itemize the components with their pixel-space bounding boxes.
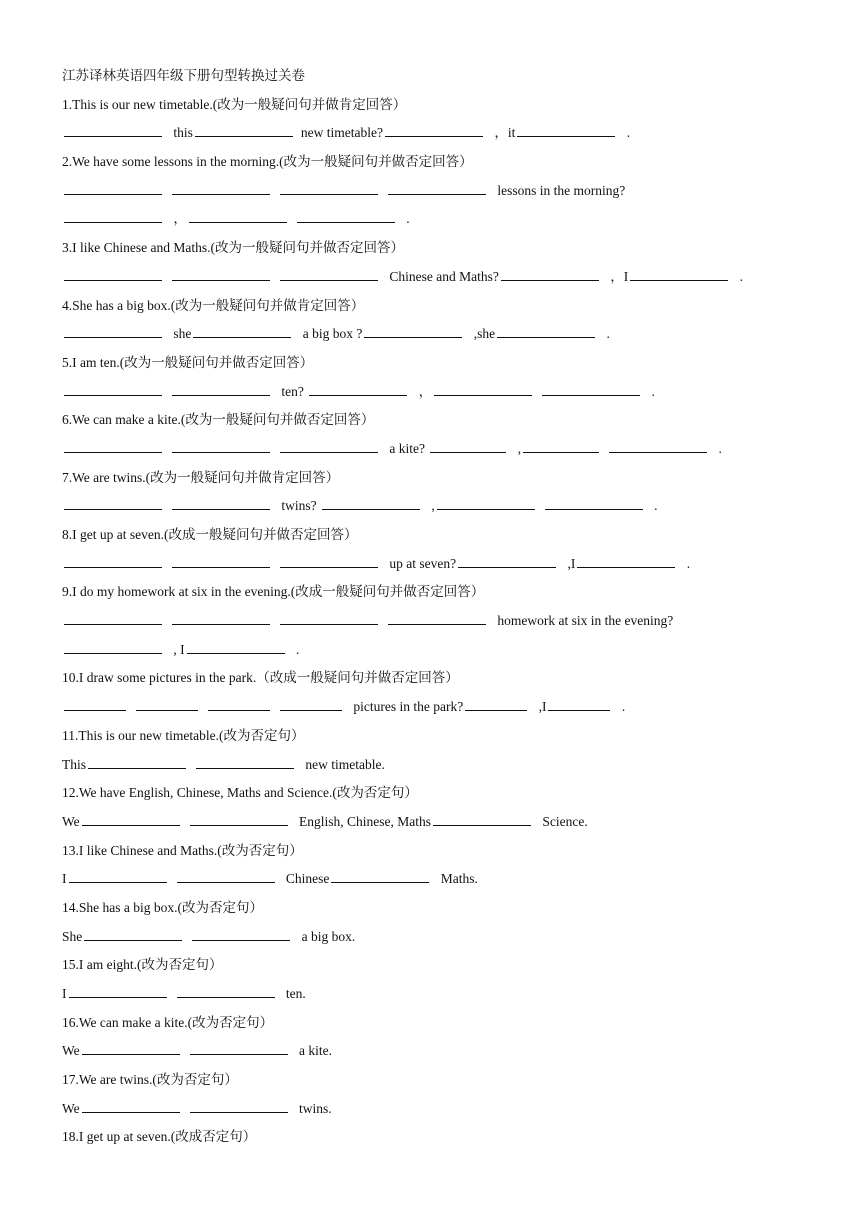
- answer-blank[interactable]: [64, 652, 162, 654]
- answer-text: a big box ?: [299, 326, 363, 342]
- question-text: 13.I like Chinese and Maths.(改为否定句）: [62, 842, 303, 858]
- question-text: 12.We have English, Chinese, Maths and Science.(改为否定句）: [62, 785, 418, 801]
- answer-blank[interactable]: [64, 451, 162, 453]
- answer-blank[interactable]: [69, 881, 167, 883]
- answer-blank[interactable]: [82, 824, 180, 826]
- answer-text: a kite?: [386, 440, 429, 456]
- answer-line: [62, 378, 822, 407]
- answer-text: ,I: [564, 555, 576, 571]
- answer-blank[interactable]: [388, 193, 486, 195]
- answer-text: ，I: [606, 268, 629, 284]
- answer-line: [62, 119, 822, 148]
- answer-blank[interactable]: [64, 135, 162, 137]
- answer-text: ，it: [490, 125, 516, 141]
- question-text: 9.I do my homework at six in the evening.(改成一般疑问句并做否定回答）: [62, 584, 485, 600]
- answer-blank[interactable]: [190, 1111, 288, 1113]
- answer-blank[interactable]: [189, 221, 287, 223]
- answer-blank[interactable]: [172, 508, 270, 510]
- answer-blank[interactable]: [385, 135, 483, 137]
- answer-blank[interactable]: [172, 451, 270, 453]
- question-text: 5.I am ten.(改为一般疑问句并做否定回答）: [62, 354, 314, 370]
- answer-blank[interactable]: [64, 221, 162, 223]
- answer-text: .: [292, 641, 300, 657]
- question-text: 15.I am eight.(改为否定句）: [62, 957, 223, 973]
- question-text: 14.She has a big box.(改为否定句）: [62, 899, 263, 915]
- answer-blank[interactable]: [88, 767, 186, 769]
- answer-line: [62, 320, 822, 349]
- answer-blank[interactable]: [190, 1053, 288, 1055]
- answer-blank[interactable]: [172, 279, 270, 281]
- answer-blank[interactable]: [69, 996, 167, 998]
- answer-text: new timetable?: [300, 125, 383, 141]
- answer-text: .: [736, 268, 743, 284]
- worksheet-title: 江苏译林英语四年级下册句型转换过关卷: [62, 68, 305, 83]
- question-text: 6.We can make a kite.(改为一般疑问句并做否定回答）: [62, 412, 375, 428]
- answer-blank[interactable]: [64, 709, 126, 711]
- answer-blank[interactable]: [82, 1111, 180, 1113]
- answer-blank[interactable]: [208, 709, 270, 711]
- answer-line: [62, 492, 822, 521]
- answer-line: [62, 693, 822, 722]
- answer-blank[interactable]: [501, 279, 599, 281]
- answer-text: .: [648, 383, 655, 399]
- answer-line: [62, 808, 822, 837]
- question-text: 2.We have some lessons in the morning.(改为一般疑问句并做否定回答）: [62, 154, 473, 170]
- worksheet: [62, 62, 822, 1152]
- question-text: 16.We can make a kite.(改为否定句）: [62, 1014, 274, 1030]
- answer-text: .: [683, 555, 691, 571]
- answer-line: [62, 1095, 822, 1124]
- answer-blank[interactable]: [64, 336, 162, 338]
- answer-blank[interactable]: [280, 279, 378, 281]
- answer-line: [62, 865, 822, 894]
- answer-text: Chinese and Maths?: [386, 268, 499, 284]
- answer-blank[interactable]: [609, 451, 707, 453]
- answer-blank[interactable]: [280, 451, 378, 453]
- answer-text: ten?: [278, 383, 308, 399]
- answer-blank[interactable]: [64, 279, 162, 281]
- answer-blank[interactable]: [64, 508, 162, 510]
- answer-blank[interactable]: [364, 336, 462, 338]
- answer-text: ，: [170, 211, 187, 227]
- answer-blank[interactable]: [172, 623, 270, 625]
- answer-blank[interactable]: [331, 881, 429, 883]
- answer-blank[interactable]: [172, 566, 270, 568]
- answer-blank[interactable]: [434, 394, 532, 396]
- answer-blank[interactable]: [64, 623, 162, 625]
- answer-blank[interactable]: [280, 709, 342, 711]
- answer-blank[interactable]: [433, 824, 531, 826]
- answer-text: English, Chinese, Maths: [295, 813, 432, 829]
- answer-blank[interactable]: [517, 135, 615, 137]
- answer-text: I: [62, 986, 67, 1001]
- answer-line: [62, 177, 822, 206]
- answer-text: .: [402, 211, 410, 227]
- answer-line: [62, 923, 822, 952]
- answer-text: Chinese: [282, 871, 330, 887]
- answer-blank[interactable]: [195, 135, 293, 137]
- answer-blank[interactable]: [280, 193, 378, 195]
- answer-blank[interactable]: [430, 451, 506, 453]
- answer-text: .: [650, 498, 658, 514]
- answer-blank[interactable]: [64, 394, 162, 396]
- answer-text: .: [715, 440, 722, 456]
- answer-line: [62, 1037, 822, 1066]
- answer-text: twins.: [295, 1100, 332, 1116]
- answer-blank[interactable]: [297, 221, 395, 223]
- answer-blank[interactable]: [458, 566, 556, 568]
- answer-text: pictures in the park?: [350, 699, 464, 715]
- answer-blank[interactable]: [523, 451, 599, 453]
- answer-blank[interactable]: [280, 566, 378, 568]
- answer-blank[interactable]: [190, 824, 288, 826]
- answer-blank[interactable]: [172, 394, 270, 396]
- answer-text: I: [62, 871, 67, 887]
- answer-blank[interactable]: [196, 767, 294, 769]
- question-text: 11.This is our new timetable.(改为否定句）: [62, 727, 305, 743]
- answer-line: [62, 435, 822, 464]
- question-list: [62, 91, 822, 1152]
- answer-blank[interactable]: [545, 508, 643, 510]
- answer-blank[interactable]: [548, 709, 610, 711]
- answer-text: a kite.: [295, 1043, 333, 1059]
- answer-line: [62, 550, 822, 579]
- answer-blank[interactable]: [630, 279, 728, 281]
- answer-text: Maths.: [437, 871, 478, 887]
- question-text: 8.I get up at seven.(改成一般疑问句并做否定回答）: [62, 527, 358, 542]
- answer-text: ,: [428, 498, 435, 514]
- answer-blank[interactable]: [497, 336, 595, 338]
- question-text: 10.I draw some pictures in the park.（改成一般疑问句并做否定回答）: [62, 670, 459, 686]
- answer-blank[interactable]: [64, 566, 162, 568]
- answer-line: [62, 751, 822, 780]
- answer-blank[interactable]: [82, 1053, 180, 1055]
- answer-text: ，: [415, 383, 433, 399]
- answer-blank[interactable]: [84, 939, 182, 941]
- answer-blank[interactable]: [577, 566, 675, 568]
- answer-blank[interactable]: [177, 996, 275, 998]
- answer-blank[interactable]: [388, 623, 486, 625]
- answer-blank[interactable]: [309, 394, 407, 396]
- answer-text: , I: [170, 641, 185, 657]
- answer-blank[interactable]: [437, 508, 535, 510]
- answer-blank[interactable]: [64, 193, 162, 195]
- answer-line: [62, 636, 822, 665]
- question-text: 4.She has a big box.(改为一般疑问句并做肯定回答）: [62, 297, 365, 313]
- answer-text: This: [62, 756, 87, 772]
- answer-text: twins?: [278, 498, 320, 514]
- answer-blank[interactable]: [136, 709, 198, 711]
- answer-text: new timetable.: [302, 756, 385, 772]
- question-text: 17.We are twins.(改为否定句）: [62, 1072, 238, 1088]
- answer-line: [62, 980, 822, 1009]
- answer-text: ,: [514, 440, 522, 456]
- answer-blank[interactable]: [280, 623, 378, 625]
- answer-text: she: [170, 326, 192, 342]
- question-text: 18.I get up at seven.(改成否定句）: [62, 1129, 257, 1145]
- answer-blank[interactable]: [177, 881, 275, 883]
- question-text: 3.I like Chinese and Maths.(改为一般疑问句并做否定回答）: [62, 240, 404, 256]
- answer-text: ten.: [282, 986, 306, 1001]
- answer-text: Science.: [539, 813, 588, 829]
- answer-text: We: [62, 813, 80, 829]
- answer-text: ,she: [470, 326, 496, 342]
- answer-blank[interactable]: [465, 709, 527, 711]
- answer-blank[interactable]: [322, 508, 420, 510]
- answer-line: [62, 607, 822, 636]
- answer-text: We: [62, 1100, 80, 1116]
- question-text: 7.We are twins.(改为一般疑问句并做肯定回答）: [62, 469, 340, 485]
- answer-text: a big box.: [298, 928, 356, 944]
- answer-text: We: [62, 1043, 80, 1059]
- answer-blank[interactable]: [542, 394, 640, 396]
- answer-text: .: [603, 326, 610, 342]
- answer-text: .: [618, 699, 626, 715]
- answer-text: up at seven?: [386, 555, 457, 571]
- question-text: 1.This is our new timetable.(改为一般疑问句并做肯定回答）: [62, 96, 407, 112]
- answer-text: ,I: [535, 699, 547, 715]
- answer-line: [62, 205, 822, 234]
- answer-blank[interactable]: [193, 336, 291, 338]
- answer-text: homework at six in the evening?: [494, 613, 674, 629]
- answer-text: this: [170, 125, 193, 141]
- answer-blank[interactable]: [187, 652, 285, 654]
- answer-text: She: [62, 928, 83, 944]
- answer-line: [62, 263, 822, 292]
- answer-text: .: [623, 125, 631, 141]
- answer-text: lessons in the morning?: [494, 182, 626, 198]
- answer-blank[interactable]: [192, 939, 290, 941]
- answer-blank[interactable]: [172, 193, 270, 195]
